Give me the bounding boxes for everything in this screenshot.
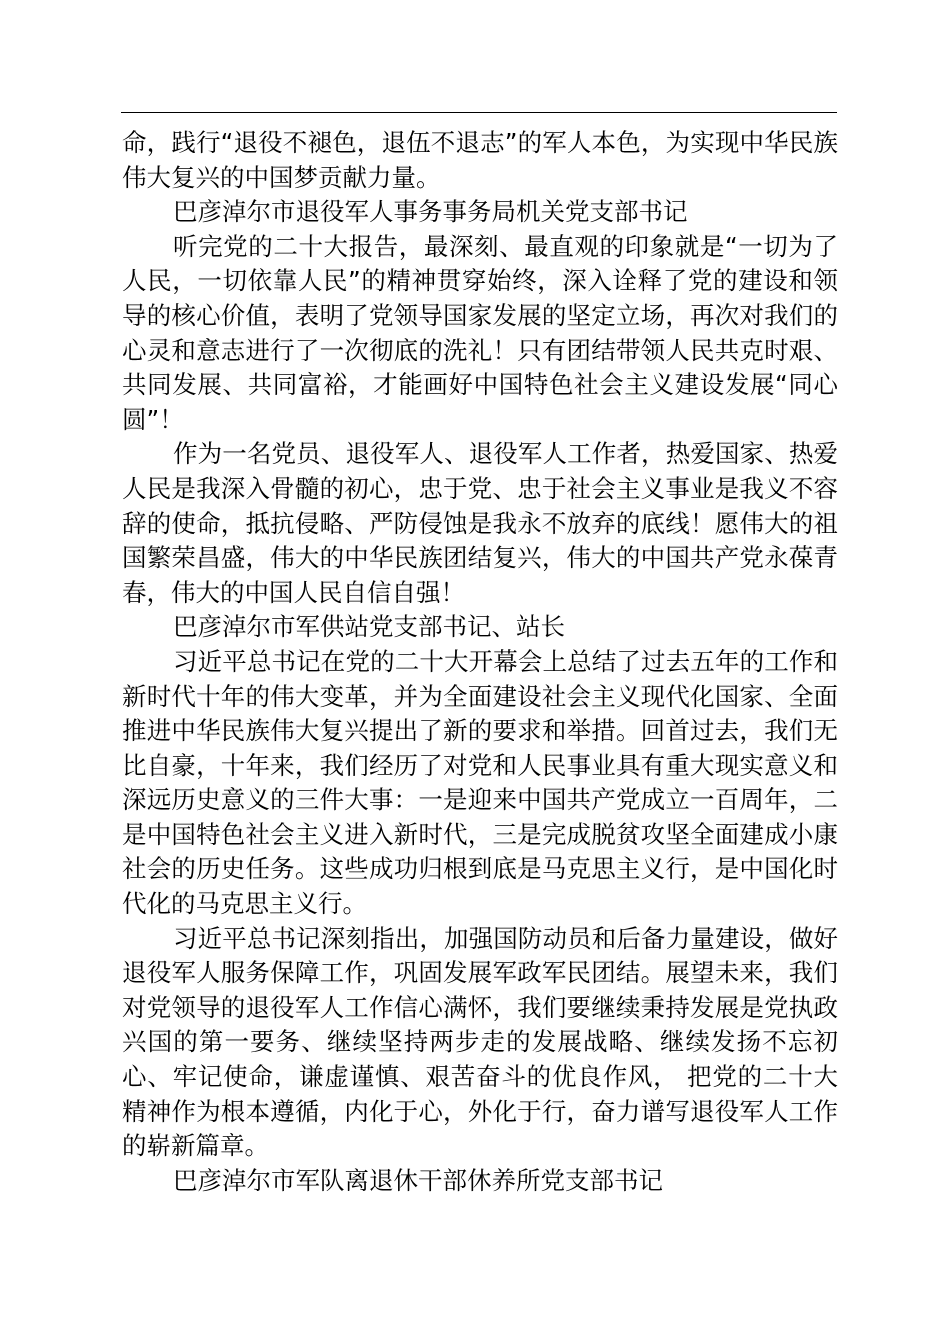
body-paragraph-continuation: 命，践行“退役不褪色，退伍不退志”的军人本色，为实现中华民族伟大复兴的中国梦贡献力量。	[122, 128, 838, 192]
signature-line-supply-station: 巴彦淖尔市军供站党支部书记、站长	[173, 612, 565, 642]
signature-line-retirement-center: 巴彦淖尔市军队离退休干部休养所党支部书记	[173, 1165, 663, 1195]
header-rule	[121, 112, 837, 113]
document-body	[122, 126, 838, 1198]
body-paragraph: 习近平总书记深刻指出，加强国防动员和后备力量建设，做好退役军人服务保障工作，巩固发展军政军民团结。展望未来，我们对党领导的退役军人工作信心满怀，我们要继续秉持发展是党执政兴国的第一要务、继续坚持两步走的发展战略、继续发扬不忘初心、牢记使命，谦虚谨慎、艰苦奋斗的优良作风， 把党的二十大精神作为根本遵循，内化于心，外化于行，奋力谱写退役军人工作的崭新篇章。	[122, 923, 838, 1161]
body-paragraph: 听完党的二十大报告，最深刻、最直观的印象就是“一切为了人民，一切依靠人民”的精神贯穿始终，深入诠释了党的建设和领导的核心价值，表明了党领导国家发展的坚定立场，再次对我们的心灵和意志进行了一次彻底的洗礼！只有团结带领人民共克时艰、共同发展、共同富裕，才能画好中国特色社会主义建设发展“同心圆”！	[122, 231, 838, 434]
signature-line-bureau-secretary: 巴彦淖尔市退役军人事务事务局机关党支部书记	[173, 197, 688, 227]
body-paragraph: 习近平总书记在党的二十大开幕会上总结了过去五年的工作和新时代十年的伟大变革，并为全面建设社会主义现代化国家、全面推进中华民族伟大复兴提出了新的要求和举措。回首过去，我们无比自豪，十年来，我们经历了对党和人民事业具有重大现实意义和深远历史意义的三件大事：一是迎来中国共产党成立一百周年，二是中国特色社会主义进入新时代，三是完成脱贫攻坚全面建成小康社会的历史任务。这些成功归根到底是马克思主义行，是中国化时代化的马克思主义行。	[122, 646, 838, 919]
body-paragraph: 作为一名党员、退役军人、退役军人工作者，热爱国家、热爱人民是我深入骨髓的初心，忠于党、忠于社会主义事业是我义不容辞的使命，抵抗侵略、严防侵蚀是我永不放弃的底线！愿伟大的祖国繁荣昌盛，伟大的中华民族团结复兴，伟大的中国共产党永葆青春，伟大的中国人民自信自强！	[122, 439, 838, 607]
